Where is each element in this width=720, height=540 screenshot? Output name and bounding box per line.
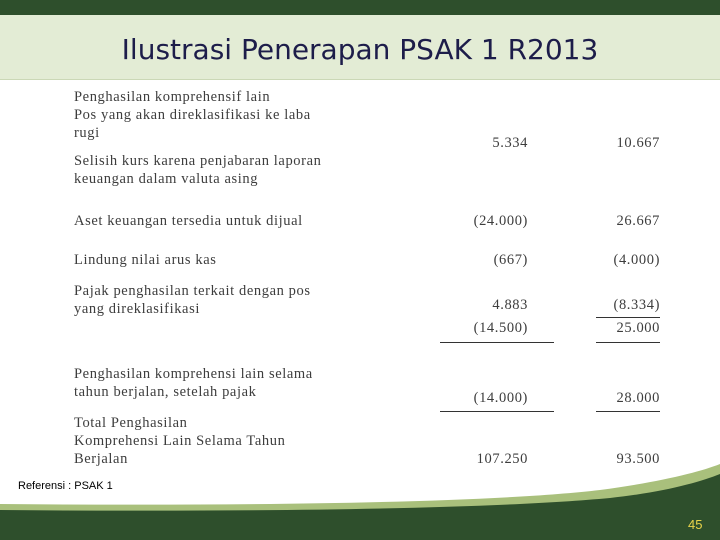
value-col-2: 28.000 bbox=[616, 390, 660, 406]
reference-note: Referensi : PSAK 1 bbox=[18, 480, 113, 492]
value-col-2: 26.667 bbox=[616, 213, 660, 229]
label-line: Penghasilan komprehensi lain selama bbox=[74, 366, 313, 382]
corner-page-number: 45 bbox=[688, 517, 703, 532]
footer-swoosh bbox=[0, 460, 720, 540]
value-col-1: 4.883 bbox=[492, 297, 528, 313]
row-label bbox=[74, 212, 374, 230]
value-col-2: 10.667 bbox=[616, 135, 660, 151]
label-line: Pajak penghasilan terkait dengan pos bbox=[74, 283, 311, 299]
label-line: rugi bbox=[74, 125, 100, 141]
label-line: Aset keuangan tersedia untuk dijual bbox=[74, 213, 303, 229]
label-line: keuangan dalam valuta asing bbox=[74, 171, 259, 187]
slide-title: Ilustrasi Penerapan PSAK 1 R2013 bbox=[121, 33, 599, 66]
label-line: Penghasilan komprehensif lain bbox=[74, 89, 271, 105]
value-col-1: 107.250 bbox=[476, 451, 528, 467]
value-col-1: (14.500) bbox=[473, 320, 528, 336]
row-label bbox=[74, 88, 374, 142]
label-line: Komprehensi Lain Selama Tahun bbox=[74, 433, 286, 449]
row-label bbox=[74, 152, 374, 188]
row-label bbox=[74, 282, 374, 318]
total-rule bbox=[596, 411, 660, 412]
subtotal-rule bbox=[440, 342, 554, 343]
label-line: yang direklasifikasi bbox=[74, 301, 200, 317]
subtotal-rule bbox=[596, 342, 660, 343]
row-label bbox=[74, 365, 374, 401]
row-label bbox=[74, 251, 374, 269]
value-col-2: (4.000) bbox=[613, 252, 660, 268]
label-line: Selisih kurs karena penjabaran laporan bbox=[74, 153, 322, 169]
label-line: Berjalan bbox=[74, 451, 128, 467]
total-rule bbox=[440, 411, 554, 412]
subtotal-rule bbox=[596, 317, 660, 318]
value-col-2: (8.334) bbox=[613, 297, 660, 313]
label-line: tahun berjalan, setelah pajak bbox=[74, 384, 257, 400]
value-col-1: (14.000) bbox=[473, 390, 528, 406]
value-col-2: 25.000 bbox=[616, 320, 660, 336]
value-col-1: (667) bbox=[493, 252, 528, 268]
value-col-1: (24.000) bbox=[473, 213, 528, 229]
top-bar bbox=[0, 0, 720, 15]
value-col-2: 93.500 bbox=[616, 451, 660, 467]
value-col-1: 5.334 bbox=[492, 135, 528, 151]
label-line: Pos yang akan direklasifikasi ke laba bbox=[74, 107, 311, 123]
label-line: Lindung nilai arus kas bbox=[74, 252, 217, 268]
label-line: Total Penghasilan bbox=[74, 415, 188, 431]
